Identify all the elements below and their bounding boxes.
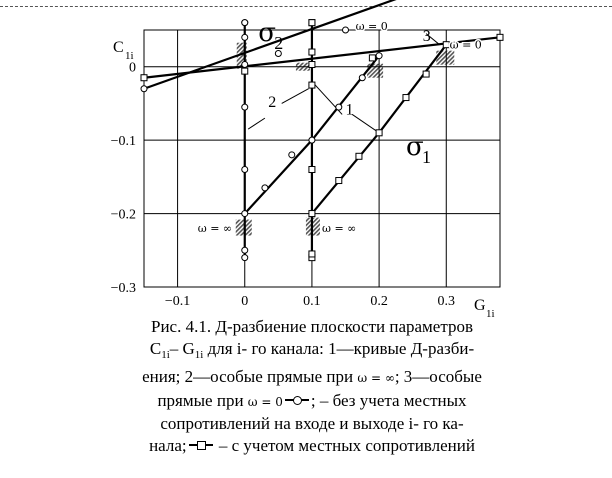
circle-marker-0-0 bbox=[242, 211, 248, 217]
label-leader-2 bbox=[282, 89, 309, 104]
square-marker-1-1 bbox=[376, 130, 382, 136]
square-marker-5-6 bbox=[309, 251, 315, 257]
square-marker-3-2 bbox=[242, 68, 248, 74]
x-axis-label-subscript: 1i bbox=[486, 308, 495, 320]
y-axis-label-subscript: 1i bbox=[125, 50, 134, 62]
circle-marker-4-4 bbox=[242, 104, 248, 110]
y-tick-label: −0.1 bbox=[110, 134, 136, 150]
square-marker-3-4 bbox=[369, 55, 375, 61]
circle-marker-4-2 bbox=[242, 20, 248, 26]
caption-line-6-text: нала; bbox=[149, 435, 187, 455]
circle-marker-4-6 bbox=[242, 247, 248, 253]
square-marker-1-4 bbox=[356, 153, 362, 159]
square-marker-5-5 bbox=[309, 167, 315, 173]
figure-caption bbox=[112, 316, 512, 456]
region-label: σ bbox=[258, 18, 276, 49]
x-tick-label: −0.1 bbox=[164, 294, 191, 309]
caption-line-1: Рис. 4.1. Д-разбиение плоскости параметров bbox=[151, 317, 473, 336]
caption-line-3 bbox=[112, 366, 512, 390]
square-marker-5-4 bbox=[309, 82, 315, 88]
circle-marker-2-4 bbox=[343, 27, 349, 33]
region-label-subscript: 2 bbox=[274, 33, 284, 54]
caption-line-4-tail: ; – без учета местных bbox=[310, 390, 467, 410]
annotation-label: 3 bbox=[422, 28, 431, 46]
region-label: σ bbox=[405, 131, 424, 162]
y-tick-label: 0 bbox=[129, 60, 136, 76]
square-marker-1-2 bbox=[443, 42, 449, 48]
label-leader-1 bbox=[352, 114, 379, 132]
annotation-label: ω = ∞ bbox=[197, 221, 233, 235]
annotation-label: ω = 0 bbox=[355, 20, 388, 33]
y-tick-label: −0.2 bbox=[110, 207, 136, 223]
annotation-label: 1 bbox=[345, 101, 354, 119]
y-axis-label: C bbox=[113, 39, 124, 56]
square-marker-3-1 bbox=[497, 34, 503, 40]
annotation-label: 2 bbox=[268, 94, 277, 112]
circle-marker-0-6 bbox=[359, 75, 365, 81]
circle-marker-4-3 bbox=[242, 34, 248, 40]
caption-omega-zero: ω = 0 bbox=[247, 394, 283, 409]
square-marker-3-3 bbox=[309, 62, 315, 68]
square-marker-5-3 bbox=[309, 49, 315, 55]
series-line-2 bbox=[144, 0, 433, 89]
x-tick-label: 0.3 bbox=[437, 294, 456, 309]
caption-c-subscript: 1i bbox=[161, 348, 170, 361]
caption-line-4-text: прямые при bbox=[157, 390, 248, 410]
circle-marker-2-2 bbox=[242, 62, 248, 68]
caption-line-6-tail: – с учетом местных сопротивлений bbox=[214, 435, 475, 455]
x-tick-label: 0.2 bbox=[370, 294, 388, 309]
square-marker-5-2 bbox=[309, 20, 315, 26]
square-marker-1-5 bbox=[403, 95, 409, 101]
caption-omega-infinity: ω = ∞ bbox=[357, 371, 395, 385]
x-tick-label: 0.1 bbox=[303, 294, 321, 309]
circle-marker-2-0 bbox=[141, 86, 147, 92]
caption-g-symbol: – G bbox=[169, 338, 195, 358]
y-tick-label: −0.3 bbox=[110, 281, 136, 296]
square-marker-1-3 bbox=[336, 178, 342, 184]
caption-line-6 bbox=[112, 435, 512, 457]
grid-layer bbox=[144, 30, 500, 287]
circle-marker-0-3 bbox=[262, 185, 268, 191]
caption-line-5: сопротивлений на входе и выходе i- го ка- bbox=[160, 414, 464, 433]
annotation-label: ω = 0 bbox=[449, 38, 482, 52]
square-marker-3-0 bbox=[141, 75, 147, 81]
region-label-subscript: 1 bbox=[421, 146, 431, 167]
square-marker-1-6 bbox=[423, 71, 429, 77]
circle-marker-0-2 bbox=[376, 53, 382, 59]
circle-marker-0-5 bbox=[336, 104, 342, 110]
square-marker-1-0 bbox=[309, 211, 315, 217]
label-leader-3 bbox=[248, 118, 265, 129]
x-axis-label: G bbox=[474, 297, 486, 314]
caption-c-symbol: C bbox=[149, 338, 162, 358]
caption-line-2-text: для i- го канала: 1—кривые Д-разби- bbox=[203, 338, 475, 358]
circle-marker-0-4 bbox=[289, 152, 295, 158]
circle-marker-4-1 bbox=[242, 255, 248, 261]
caption-line-4 bbox=[112, 390, 512, 414]
annotation-label: ω = ∞ bbox=[322, 221, 357, 235]
legend-square-line-icon bbox=[189, 444, 213, 446]
hatch-area-2 bbox=[367, 64, 383, 78]
x-tick-label: 0 bbox=[241, 294, 249, 309]
legend-circle-line-icon bbox=[285, 399, 309, 401]
caption-line-3-text: ения; 2—особые прямые при bbox=[142, 367, 358, 386]
caption-line-3-tail: ; 3—особые bbox=[394, 367, 482, 386]
caption-g-subscript: 1i bbox=[194, 348, 204, 361]
caption-line-2 bbox=[112, 338, 512, 367]
circle-marker-0-1 bbox=[309, 137, 315, 143]
circle-marker-4-5 bbox=[242, 167, 248, 173]
